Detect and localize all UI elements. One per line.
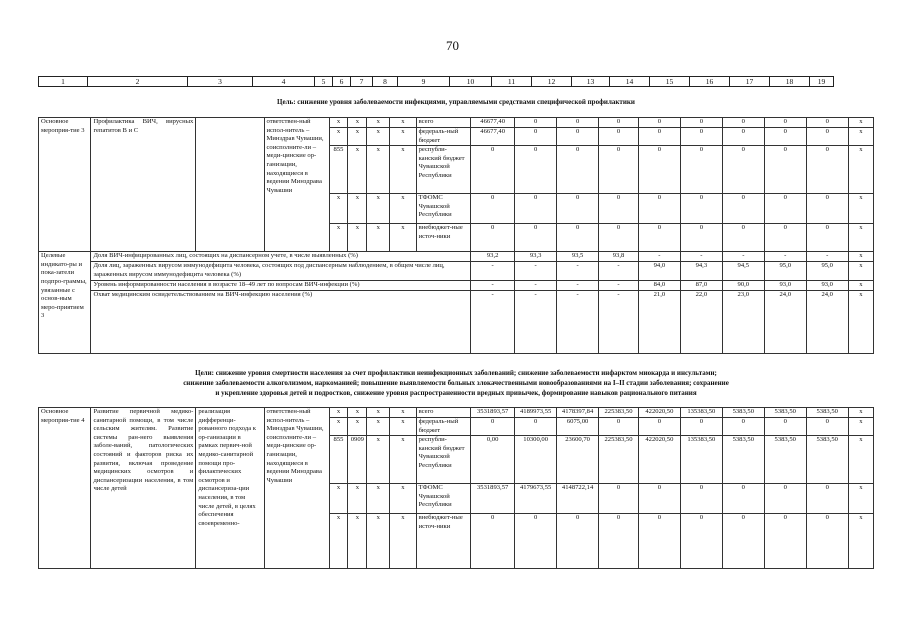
value-cell: 422020,50 (638, 408, 680, 418)
funding-source-cell: внебюджет-ные источ-ники (416, 224, 471, 252)
value-cell: 0 (806, 418, 848, 436)
value-cell: 0 (764, 514, 806, 569)
indicator-value-cell: - (515, 281, 557, 291)
value-cell: x (848, 484, 873, 514)
code-cell: x (348, 194, 367, 224)
value-cell: 0 (599, 128, 639, 146)
value-cell: 5383,50 (722, 436, 764, 484)
value-cell: 0 (764, 146, 806, 194)
code-cell: x (367, 224, 390, 252)
value-cell: 0 (764, 418, 806, 436)
indicator-value-cell: - (557, 281, 599, 291)
value-cell: 422020,50 (638, 436, 680, 484)
goal-heading-2 (38, 368, 874, 398)
indicator-row (39, 252, 874, 262)
value-cell: 46677,40 (471, 128, 515, 146)
funding-row (39, 408, 874, 418)
code-cell: x (367, 436, 390, 484)
indicator-value-cell: 94,5 (722, 262, 764, 281)
value-cell: 0 (722, 194, 764, 224)
indicator-value-cell: 93,0 (764, 281, 806, 291)
code-cell: 855 (329, 436, 348, 484)
value-cell: x (848, 418, 873, 436)
header-col-cell: 4 (253, 76, 315, 87)
goal-line: и укрепление здоровья детей и подростков, снижение уровня распространенности вредных привычек, формирование навыков рационального питания (215, 389, 697, 397)
value-cell: 46677,40 (471, 118, 515, 128)
code-cell: x (348, 514, 367, 569)
value-cell: 23600,70 (557, 436, 599, 484)
code-cell: x (329, 128, 348, 146)
value-cell: 0 (638, 128, 680, 146)
indicator-text-cell: Доля лиц, зараженных вирусом иммунодефицита человека, состоящих под диспансерным наблюдением, в общем числе лиц, зараженных вирусом иммунодефицита человека (%) (91, 262, 471, 281)
indicator-value-cell: - (471, 291, 515, 354)
value-cell: 3531893,57 (471, 484, 515, 514)
code-cell: x (390, 436, 416, 484)
value-cell: 5383,50 (806, 408, 848, 418)
value-cell: 0 (515, 418, 557, 436)
indicator-value-cell: 93,5 (557, 252, 599, 262)
measure-goal-cell: реализация дифференци-рованного подхода к ор-ганизации в рамках первич-ной медико-санитарной помощи про-филактических осмотров и диспансериза-ции населения, в том числе детей, в целях обеспечения своевременно- (196, 408, 264, 569)
measure-description-cell: Развитие первичной медико-санитарной помощи, в том числе сельским жителям. Развитие системы ран-него выявления заболе-ваний, патологических состояний и факторов риска их развития, включая проведение медицинских осмотров и диспансеризации населения, в том числе детей (91, 408, 196, 569)
value-cell: 10300,00 (515, 436, 557, 484)
value-cell: 0 (764, 194, 806, 224)
value-cell: 0 (680, 128, 722, 146)
value-cell: 0 (638, 418, 680, 436)
code-cell: 855 (329, 146, 348, 194)
value-cell: 0 (764, 224, 806, 252)
indicator-value-cell: - (599, 291, 639, 354)
code-cell: x (367, 514, 390, 569)
indicator-value-cell: 84,0 (638, 281, 680, 291)
value-cell: 0 (557, 118, 599, 128)
header-col-cell: 18 (770, 76, 810, 87)
measure-4-table (38, 407, 874, 569)
value-cell: 0 (471, 224, 515, 252)
measure-name-cell: Основное мероприя-тие 3 (39, 118, 91, 252)
value-cell: 4178397,84 (557, 408, 599, 418)
header-col-cell: 12 (532, 76, 572, 87)
value-cell: 0 (722, 224, 764, 252)
value-cell: 0 (722, 514, 764, 569)
measure-name-cell: Основное мероприя-тие 4 (39, 408, 91, 569)
value-cell: 0 (557, 128, 599, 146)
funding-source-cell: всего (416, 408, 471, 418)
value-cell: 5383,50 (764, 408, 806, 418)
value-cell: 0 (515, 128, 557, 146)
value-cell: 0 (515, 514, 557, 569)
indicator-value-cell: - (599, 281, 639, 291)
value-cell: 0 (557, 514, 599, 569)
indicator-value-cell: 95,0 (764, 262, 806, 281)
value-cell: 0 (680, 146, 722, 194)
value-cell: x (848, 118, 873, 128)
indicator-row (39, 281, 874, 291)
indicator-value-cell: x (848, 291, 873, 354)
indicator-value-cell: - (638, 252, 680, 262)
value-cell: 0 (680, 514, 722, 569)
value-cell: 0 (722, 484, 764, 514)
code-cell: x (329, 418, 348, 436)
code-cell: x (367, 128, 390, 146)
code-cell: x (329, 224, 348, 252)
value-cell: 0 (806, 128, 848, 146)
value-cell: 0 (515, 194, 557, 224)
value-cell: 4189973,55 (515, 408, 557, 418)
value-cell: 0 (599, 118, 639, 128)
value-cell: 0 (638, 484, 680, 514)
indicator-value-cell: 94,0 (638, 262, 680, 281)
funding-source-cell: внебюджет-ные источ-ники (416, 514, 471, 569)
value-cell: 0 (599, 224, 639, 252)
indicator-value-cell: 95,0 (806, 262, 848, 281)
header-col-cell: 3 (188, 76, 253, 87)
header-col-cell: 19 (810, 76, 834, 87)
indicator-value-cell: x (848, 262, 873, 281)
column-number-header (38, 76, 874, 87)
value-cell: 225383,50 (599, 408, 639, 418)
header-col-cell: 16 (690, 76, 730, 87)
indicator-value-cell: - (515, 262, 557, 281)
value-cell: 0 (471, 514, 515, 569)
indicator-value-cell: 90,0 (722, 281, 764, 291)
value-cell: 5383,50 (722, 408, 764, 418)
value-cell: 5383,50 (806, 436, 848, 484)
code-cell: x (367, 146, 390, 194)
code-cell: x (390, 146, 416, 194)
indicator-value-cell: - (599, 262, 639, 281)
value-cell: 0 (680, 224, 722, 252)
value-cell: 0 (638, 224, 680, 252)
value-cell: 0 (680, 118, 722, 128)
value-cell: 0 (806, 484, 848, 514)
value-cell: 0 (638, 146, 680, 194)
value-cell: 135383,50 (680, 408, 722, 418)
value-cell: 0 (515, 118, 557, 128)
value-cell: 0 (599, 514, 639, 569)
indicator-value-cell: - (806, 252, 848, 262)
code-cell: x (348, 128, 367, 146)
indicator-value-cell: - (471, 262, 515, 281)
code-cell: x (329, 194, 348, 224)
value-cell: x (848, 194, 873, 224)
code-cell: x (390, 514, 416, 569)
value-cell: 0 (471, 418, 515, 436)
indicator-value-cell: 21,0 (638, 291, 680, 354)
value-cell: 0 (806, 194, 848, 224)
code-cell: x (367, 484, 390, 514)
code-cell: x (390, 408, 416, 418)
header-col-cell: 13 (572, 76, 610, 87)
responsible-executor-cell: ответствен-ный испол-нитель – Минздрав Чувашии, соисполните-ли – меди-цинские ор-ганизации, находящиеся в ведении Минздрава Чувашии (264, 118, 329, 252)
value-cell: 0 (680, 418, 722, 436)
value-cell: 0 (515, 224, 557, 252)
value-cell: 0 (806, 118, 848, 128)
code-cell: x (367, 408, 390, 418)
indicator-value-cell: 87,0 (680, 281, 722, 291)
value-cell: 0 (599, 418, 639, 436)
value-cell: 0 (599, 146, 639, 194)
code-cell: x (367, 118, 390, 128)
value-cell: 0 (806, 514, 848, 569)
value-cell: 0 (722, 418, 764, 436)
value-cell: 0 (806, 146, 848, 194)
value-cell: 0 (722, 128, 764, 146)
value-cell: 0,00 (471, 436, 515, 484)
value-cell: 0 (599, 484, 639, 514)
indicator-value-cell: - (471, 281, 515, 291)
goal-heading-1: Цель: снижение уровня заболеваемости инфекциями, управляемыми средствами специфической профилактики (277, 98, 635, 106)
indicator-value-cell: - (557, 262, 599, 281)
value-cell: 0 (557, 146, 599, 194)
funding-source-cell: ТФОМС Чувашской Республики (416, 484, 471, 514)
value-cell: x (848, 408, 873, 418)
goal-line: Цели: снижение уровня смертности населения за счет профилактики неинфекционных заболеваний; снижение заболеваемости инфарктом миокарда и инсультами; (195, 369, 717, 377)
code-cell: x (390, 194, 416, 224)
code-cell: x (329, 484, 348, 514)
code-cell: x (367, 194, 390, 224)
indicator-value-cell: 23,0 (722, 291, 764, 354)
value-cell: x (848, 224, 873, 252)
value-cell: 4179673,55 (515, 484, 557, 514)
header-col-cell: 2 (88, 76, 188, 87)
funding-source-cell: федераль-ный бюджет (416, 418, 471, 436)
indicator-value-cell: 94,3 (680, 262, 722, 281)
code-cell: x (390, 418, 416, 436)
value-cell: 0 (680, 194, 722, 224)
page-number: 70 (446, 38, 459, 53)
funding-source-cell: республи-канский бюджет Чувашской Республики (416, 436, 471, 484)
code-cell: x (329, 118, 348, 128)
funding-source-cell: федераль-ный бюджет (416, 128, 471, 146)
value-cell: 0 (599, 194, 639, 224)
value-cell: 0 (806, 224, 848, 252)
indicator-value-cell: - (764, 252, 806, 262)
value-cell: x (848, 436, 873, 484)
header-col-cell: 11 (492, 76, 532, 87)
funding-source-cell: республи-канский бюджет Чувашской Республики (416, 146, 471, 194)
code-cell: x (329, 514, 348, 569)
header-col-cell: 9 (398, 76, 450, 87)
code-cell: x (329, 408, 348, 418)
indicator-value-cell: - (515, 291, 557, 354)
indicator-value-cell: - (557, 291, 599, 354)
indicator-value-cell: 93,0 (806, 281, 848, 291)
code-cell: x (348, 408, 367, 418)
value-cell: 0 (638, 118, 680, 128)
indicator-value-cell: 24,0 (806, 291, 848, 354)
measure-goal-cell (196, 118, 264, 252)
indicator-text-cell: Охват медицинским освидетельствованием на ВИЧ-инфекцию населения (%) (91, 291, 471, 354)
indicators-label-cell: Целевые индикато-ры и пока-затели подпро-граммы, увязанные с основ-ным меро-приятием 3 (39, 252, 91, 354)
header-col-cell: 5 (315, 76, 333, 87)
value-cell: 225383,50 (599, 436, 639, 484)
indicator-value-cell: 24,0 (764, 291, 806, 354)
code-cell: 0909 (348, 436, 367, 484)
header-col-cell: 10 (450, 76, 492, 87)
code-cell: x (390, 484, 416, 514)
header-col-cell: 15 (650, 76, 690, 87)
header-col-cell: 1 (38, 76, 88, 87)
value-cell: 0 (764, 128, 806, 146)
indicator-value-cell: - (680, 252, 722, 262)
value-cell: 6075,00 (557, 418, 599, 436)
indicator-value-cell: - (722, 252, 764, 262)
funding-row (39, 118, 874, 128)
value-cell: 0 (722, 146, 764, 194)
value-cell: 0 (471, 194, 515, 224)
header-col-cell: 17 (730, 76, 770, 87)
code-cell: x (348, 484, 367, 514)
value-cell: 0 (638, 514, 680, 569)
header-col-cell: 7 (351, 76, 373, 87)
value-cell: 3531893,57 (471, 408, 515, 418)
indicator-value-cell: 93,8 (599, 252, 639, 262)
responsible-executor-cell: ответствен-ный испол-нитель – Минздрав Чувашии, соисполните-ли – меди-цинские ор-ганизации, находящиеся в ведении Минздрава Чувашии (264, 408, 329, 569)
goal-line: снижение заболеваемости алкоголизмом, наркоманией; повышение выявляемости больных злокачественными новообразованиями на I–II стадии заболевания; сохранение (183, 379, 729, 387)
value-cell: 0 (515, 146, 557, 194)
value-cell: 4148722,14 (557, 484, 599, 514)
value-cell: x (848, 146, 873, 194)
value-cell: 0 (722, 118, 764, 128)
funding-source-cell: всего (416, 118, 471, 128)
value-cell: 5383,50 (764, 436, 806, 484)
value-cell: 0 (471, 146, 515, 194)
code-cell: x (348, 118, 367, 128)
indicator-row (39, 262, 874, 281)
indicator-value-cell: x (848, 281, 873, 291)
value-cell: x (848, 514, 873, 569)
measure-description-cell: Профилактика ВИЧ, вирусных гепатитов В и С (91, 118, 196, 252)
value-cell: x (848, 128, 873, 146)
funding-source-cell: ТФОМС Чувашской Республики (416, 194, 471, 224)
value-cell: 0 (764, 484, 806, 514)
code-cell: x (367, 418, 390, 436)
value-cell: 135383,50 (680, 436, 722, 484)
value-cell: 0 (557, 224, 599, 252)
indicator-value-cell: 22,0 (680, 291, 722, 354)
code-cell: x (348, 146, 367, 194)
measure-3-table (38, 117, 874, 354)
value-cell: 0 (680, 484, 722, 514)
indicator-text-cell: Доля ВИЧ-инфицированных лиц, состоящих на диспансерном учете, в числе выявленных (%) (91, 252, 471, 262)
code-cell: x (390, 118, 416, 128)
code-cell: x (348, 224, 367, 252)
indicator-value-cell: 93,2 (471, 252, 515, 262)
header-col-cell: 6 (333, 76, 351, 87)
code-cell: x (390, 224, 416, 252)
code-cell: x (390, 128, 416, 146)
value-cell: 0 (764, 118, 806, 128)
code-cell: x (348, 418, 367, 436)
value-cell: 0 (557, 194, 599, 224)
value-cell: 0 (638, 194, 680, 224)
indicator-row (39, 291, 874, 354)
indicator-value-cell: x (848, 252, 873, 262)
indicator-value-cell: 93,3 (515, 252, 557, 262)
header-col-cell: 14 (610, 76, 650, 87)
indicator-text-cell: Уровень информированности населения в возрасте 18–49 лет по вопросам ВИЧ-инфекции (%) (91, 281, 471, 291)
header-col-cell: 8 (373, 76, 398, 87)
